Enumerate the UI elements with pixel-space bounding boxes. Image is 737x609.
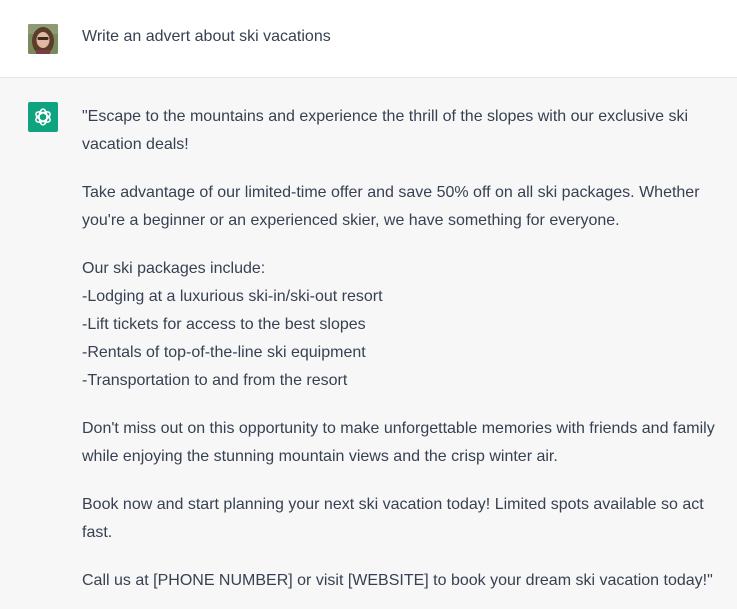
chatgpt-avatar [28, 102, 58, 132]
assistant-message-row [0, 78, 737, 609]
list-heading: Our ski packages include: [82, 260, 266, 277]
list-item: -Lift tickets for access to the best slopes [82, 316, 366, 333]
user-avatar [28, 24, 58, 54]
answer-package-list [82, 255, 734, 395]
answer-paragraph-3: Don't miss out on this opportunity to make unforgettable memories with friends and family while enjoying the stunning mountain views and the crisp winter air. [82, 420, 715, 465]
answer-paragraph-2: Take advantage of our limited-time offer and save 50% off on all ski packages. Whether you're a beginner or an experienced skier, we have something for everyone. [82, 184, 700, 229]
user-avatar-image [28, 24, 58, 54]
answer-paragraph-5: Call us at [PHONE NUMBER] or visit [WEBSITE] to book your dream ski vacation today!" [82, 572, 713, 589]
assistant-message-text [82, 103, 734, 609]
user-message-row [0, 0, 737, 78]
list-item: -Transportation to and from the resort [82, 372, 348, 389]
answer-paragraph-4: Book now and start planning your next ski vacation today! Limited spots available so act fast. [82, 496, 704, 541]
list-item: -Rentals of top-of-the-line ski equipment [82, 344, 366, 361]
user-message-text: Write an advert about ski vacations [82, 28, 331, 45]
list-item: -Lodging at a luxurious ski-in/ski-out resort [82, 288, 383, 305]
answer-paragraph-1: "Escape to the mountains and experience the thrill of the slopes with our exclusive ski vacation deals! [82, 108, 689, 153]
openai-logo-icon [32, 106, 54, 128]
